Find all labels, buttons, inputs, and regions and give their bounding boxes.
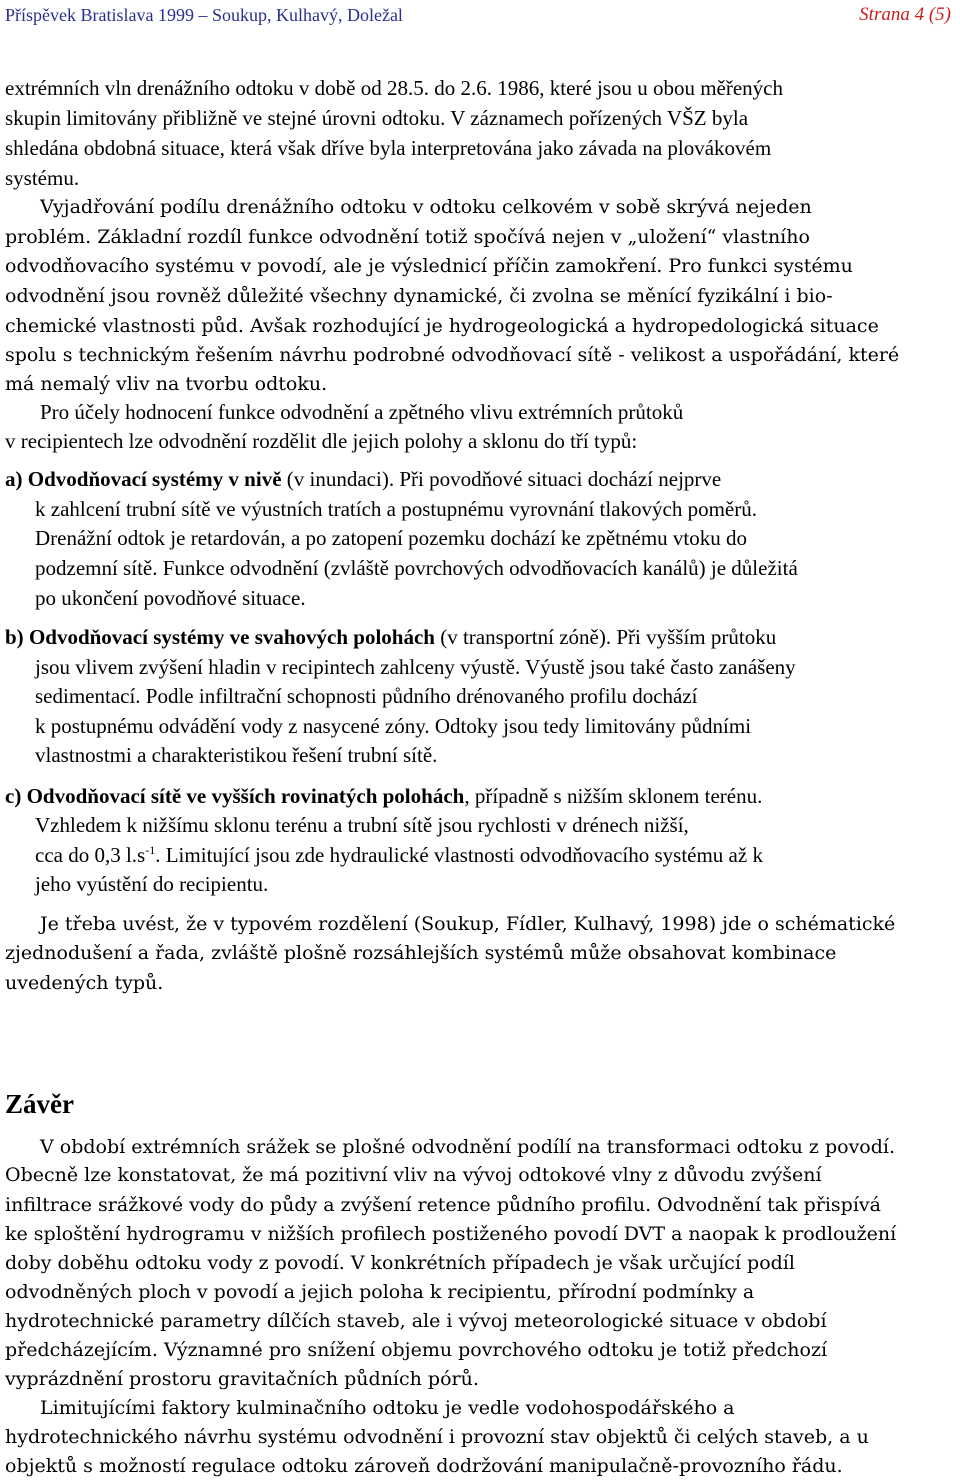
- text-line: jeho vyústění do recipientu.: [35, 872, 269, 896]
- text-line: doby doběhu odtoku vody z povodí. V konkrétních případech je však určující podíl: [5, 1252, 795, 1274]
- text-line: Vzhledem k nižšímu sklonu terénu a trubní sítě jsou rychlosti v drénech nižší,: [35, 813, 689, 837]
- type-a-heading: [5, 467, 721, 491]
- text-line: infiltrace srážkové vody do půdy a zvýšení retence půdního profilu. Odvodnění tak přispívá: [5, 1194, 881, 1216]
- text-line: odvodněných ploch v povodí a jejich poloha k recipientu, přírodní podmínky a: [5, 1281, 755, 1303]
- text-line: vyprázdnění prostoru gravitačních půdních pórů.: [5, 1368, 479, 1390]
- text-line: extrémních vln drenážního odtoku v době od 28.5. do 2.6. 1986, které jsou u obou měřených: [5, 76, 784, 100]
- text-line: k postupnému odvádění vody z nasycené zóny. Odtoky jsou tedy limitovány půdními: [35, 714, 752, 738]
- type-a-title: Odvodňovací systémy v nivě: [27, 467, 282, 491]
- text-line: sedimentací. Podle infiltrační schopnosti půdního drénovaného profilu dochází: [35, 684, 698, 708]
- text-line: chemické vlastnosti půd. Avšak rozhodující je hydrogeologická a hydropedologická situace: [5, 315, 879, 337]
- text-line: problém. Základní rozdíl funkce odvodnění totiž spočívá nejen v „uložení“ vlastního: [5, 226, 810, 248]
- text-line: po ukončení povodňové situace.: [35, 586, 306, 610]
- flow-rate-value: cca do 0,3 l.s: [35, 843, 146, 867]
- text-line: Drenážní odtok je retardován, a po zatopení pozemku dochází ke zpětnému vtoku do: [35, 526, 747, 550]
- type-a-qualifier: (v inundaci).: [281, 467, 395, 491]
- type-b-qualifier: (v transportní zóně).: [434, 625, 612, 649]
- text-line: zjednodušení a řada, zvláště plošně rozsáhlejších systémů může obsahovat kombinace: [5, 942, 837, 964]
- type-a-marker: a): [5, 467, 23, 491]
- text-line: Vyjadřování podílu drenážního odtoku v odtoku celkovém v sobě skrývá nejeden: [40, 196, 812, 218]
- text-line: Obecně lze konstatovat, že má pozitivní vliv na vývoj odtokové vlny z důvodu zvýšení: [5, 1164, 822, 1186]
- text-line: uvedených typů.: [5, 972, 164, 994]
- text-line: ke sploštění hydrogramu v nižších profilech postiženého povodí DVT a naopak k prodloužení: [5, 1223, 897, 1245]
- type-b-heading: [5, 625, 776, 649]
- text-line: systému.: [5, 166, 80, 190]
- text-line: hydrotechnické parametry dílčích staveb, ale i vývoj meteorologické situace v období: [5, 1310, 827, 1332]
- text-line: hydrotechnického návrhu systému odvodnění i provozní stav objektů či celých staveb, a u: [5, 1426, 869, 1448]
- text-line: shledána obdobná situace, která však dříve byla interpretována jako závada na plovákovém: [5, 136, 772, 160]
- flow-rate-text: . Limitující jsou zde hydraulické vlastnosti odvodňovacího systému až k: [155, 843, 763, 867]
- type-c-title: Odvodňovací sítě ve vyšších rovinatých polohách: [26, 784, 465, 808]
- text-line: spolu s technickým řešením návrhu podrobné odvodňovací sítě - velikost a uspořádání, které: [5, 344, 900, 366]
- type-b-text: Při vyšším průtoku: [611, 625, 777, 649]
- text-line: Limitujícími faktory kulminačního odtoku je vedle vodohospodářského a: [40, 1397, 735, 1419]
- text-line: předcházejícím. Významné pro snížení objemu povrchového odtoku je totiž předchozí: [5, 1339, 828, 1361]
- text-line: vlastnostmi a charakteristikou řešení trubní sítě.: [35, 743, 438, 767]
- text-line: odvodnění jsou rovněž důležité všechny dynamické, či zvolna se měnící fyzikální i bio-: [5, 285, 833, 307]
- type-c-marker: c): [5, 784, 22, 808]
- header-page-number: Strana 4 (5): [859, 4, 951, 25]
- text-line: objektů s možností regulace odtoku zároveň dodržování manipulačně-provozního řádu.: [5, 1455, 843, 1477]
- text-line: v recipientech lze odvodnění rozdělit dle jejich polohy a sklonu do tří typů:: [5, 429, 638, 453]
- type-c-qualifier: , případně s nižším sklonem terénu.: [464, 784, 763, 808]
- text-line: podzemní sítě. Funkce odvodnění (zvláště povrchových odvodňovacích kanálů) je důležitá: [35, 556, 798, 580]
- text-line: Pro účely hodnocení funkce odvodnění a zpětného vlivu extrémních průtoků: [40, 400, 684, 424]
- text-line: skupin limitovány přibližně ve stejné úrovni odtoku. V záznamech pořízených VŠZ byla: [5, 106, 749, 130]
- page-header: [5, 4, 951, 28]
- text-line: V období extrémních srážek se plošné odvodnění podílí na transformaci odtoku z povodí.: [40, 1136, 896, 1158]
- flow-rate-exponent: -1: [145, 843, 156, 857]
- text-line: k zahlcení trubní sítě ve výustních tratích a postupnému vyrovnání tlakových poměrů.: [35, 497, 757, 521]
- type-c-heading: [5, 784, 762, 808]
- text-line: odvodňovacího systému v povodí, ale je výslednicí příčin zamokření. Pro funkci systému: [5, 255, 853, 277]
- text-line: má nemalý vliv na tvorbu odtoku.: [5, 373, 328, 395]
- text-line: Je třeba uvést, že v typovém rozdělení (Soukup, Fídler, Kulhavý, 1998) jde o schématické: [40, 913, 896, 935]
- type-a-text: Při povodňové situaci dochází nejprve: [394, 467, 722, 491]
- text-line: jsou vlivem zvýšení hladin v recipintech zahlceny výustě. Výustě jsou také často zanášeny: [35, 655, 796, 679]
- type-b-marker: b): [5, 625, 24, 649]
- text-line: [35, 843, 763, 867]
- type-b-title: Odvodňovací systémy ve svahových polohách: [28, 625, 435, 649]
- header-authors: Příspěvek Bratislava 1999 – Soukup, Kulhavý, Doležal: [5, 5, 403, 25]
- section-title-conclusion: Závěr: [5, 1089, 74, 1119]
